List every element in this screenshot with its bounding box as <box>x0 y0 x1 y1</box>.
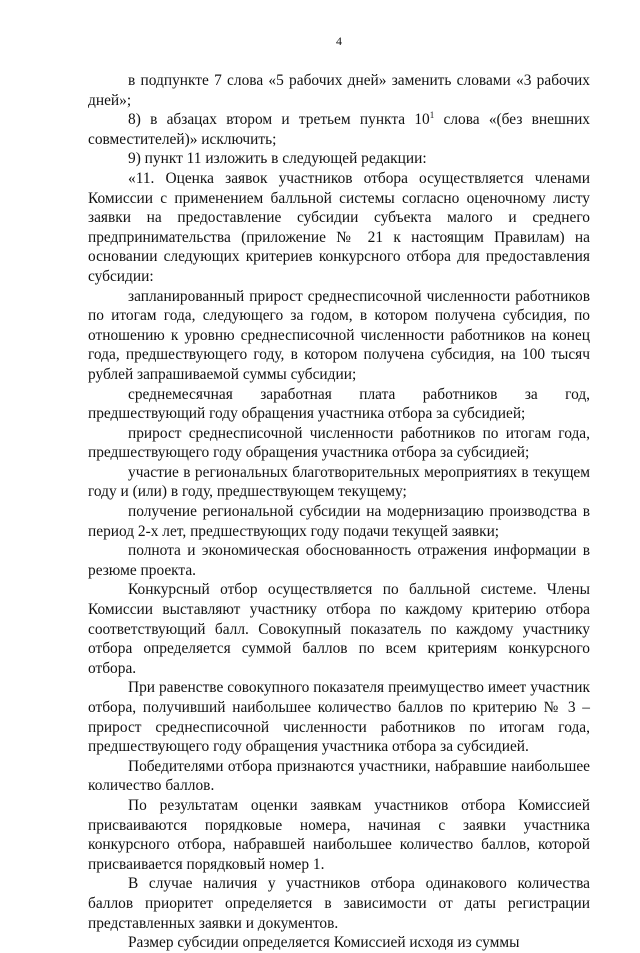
paragraph-16: Размер субсидии определяется Комиссией исходя из суммы <box>128 934 520 952</box>
paragraph-2 <box>88 110 590 149</box>
paragraph-8: участие в региональных благотворительных мероприятиях в текущем году и (или) в году, предшествующем текущему; <box>88 463 590 501</box>
paragraph-12: При равенстве совокупного показателя преимущество имеет участник отбора, получивший наибольшее количество баллов по критерию № 3 – прирост среднесписочной численности работников по итогам года, предшествующего году обращения участника отбора за субсидией. <box>88 679 590 756</box>
paragraph-15: В случае наличия у участников отбора одинакового количества баллов приоритет определяется в зависимости от даты регистрации представленных заявки и документов. <box>88 875 590 932</box>
paragraph-7: прирост среднесписочной численности работников по итогам года, предшествующего году обращения участника отбора за субсидией; <box>88 424 590 462</box>
paragraph-11: Конкурсный отбор осуществляется по балльной системе. Члены Комиссии выставляют участнику отбора по каждому критерию отбора соответствующий балл. Совокупный показатель по каждому участнику отбора определяется суммой баллов по всем критериям конкурсного отбора. <box>88 581 590 677</box>
paragraph-2-superscript: 1 <box>429 110 435 121</box>
paragraph-4: «11. Оценка заявок участников отбора осуществляется членами Комиссии с применением балльной системы согласно оценочному листу заявки на предоставление субсидии субъекта малого и среднего предпринимательства (приложение № 21 к настоящим Правилам) на основании следующих критериев конкурсного отбора для предоставления субсидии: <box>88 169 590 285</box>
paragraph-3: 9) пункт 11 изложить в следующей редакции: <box>128 150 427 168</box>
page-number: 4 <box>336 34 342 48</box>
paragraph-14: По результатам оценки заявкам участников отбора Комиссией присваиваются порядковые номера, начиная с заявки участника конкурсного отбора, набравшей наибольшее количество баллов, которой присваивается порядковый номер 1. <box>88 796 590 873</box>
paragraph-5: запланированный прирост среднесписочной численности работников по итогам года, следующего за годом, в котором получена субсидия, по отношению к уровню среднесписочной численности работников на конец года, предшествующего году, в котором получена субсидия, на 100 тысяч рублей запрашиваемой суммы субсидии; <box>88 287 590 383</box>
paragraph-10: полнота и экономическая обоснованность отражения информации в резюме проекта. <box>88 542 590 579</box>
paragraph-9: получение региональной субсидии на модернизацию производства в период 2-х лет, предшествующих году подачи текущей заявки; <box>88 503 590 540</box>
paragraph-13: Победителями отбора признаются участники, набравшие наибольшее количество баллов. <box>88 757 590 795</box>
paragraph-1: в подпункте 7 слова «5 рабочих дней» заменить словами «3 рабочих дней»; <box>88 72 590 109</box>
paragraph-2-tail: слова «(без внешних совместителей)» исключить; <box>88 111 591 148</box>
paragraph-2-text: 8) в абзацах втором и третьем пункта 10 <box>128 111 430 129</box>
paragraph-6: среднемесячная заработная плата работников за год, предшествующий году обращения участника отбора за субсидией; <box>88 385 590 423</box>
